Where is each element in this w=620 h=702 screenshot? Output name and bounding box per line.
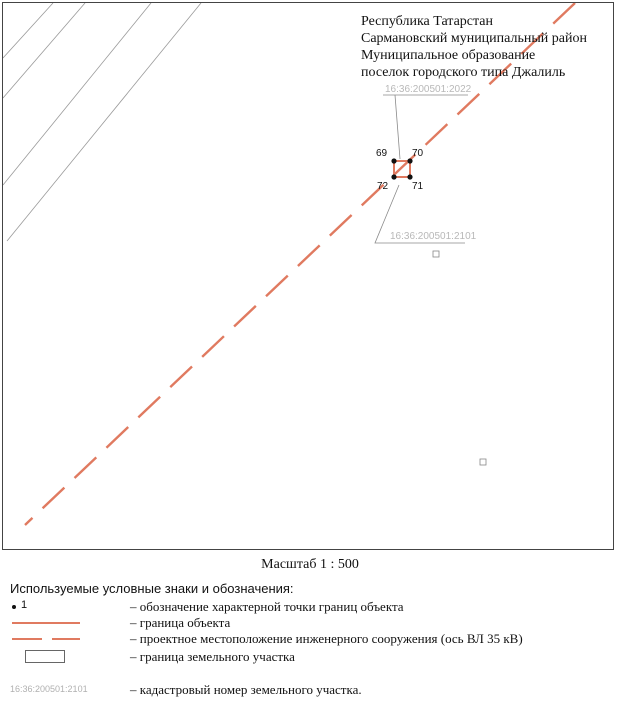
legend-item-object-boundary: [10, 615, 610, 631]
point-69-label: 69: [376, 148, 388, 159]
region-line-settlement: поселок городского типа Джалиль: [361, 65, 566, 80]
map-frame: [2, 2, 614, 550]
legend-item-land-parcel: [10, 650, 610, 666]
legend-item-power-line: [10, 631, 610, 647]
point-70-marker: [407, 158, 412, 163]
parcel-2022-boundary: [383, 95, 468, 159]
legend-desc-land-parcel: – граница земельного участка: [130, 649, 295, 664]
vl-35kv-axis: [25, 3, 575, 525]
point-71-marker: [407, 174, 412, 179]
legend-symbol-land-parcel: [10, 650, 85, 666]
region-caption: [361, 13, 587, 81]
legend-desc-cadastral-number: – кадастровый номер земельного участка.: [130, 682, 362, 697]
region-line-republic: Республика Татарстан: [361, 14, 494, 29]
legend-item-point: [10, 599, 610, 615]
solid-line-icon: [12, 622, 80, 624]
parcel-box-icon: [25, 650, 65, 663]
point-marker-icon: [12, 605, 16, 609]
road-edge-west: [3, 3, 151, 185]
point-72-marker: [391, 174, 396, 179]
region-line-municipality: Муниципальное образование: [361, 48, 536, 63]
legend-point-number: 1: [21, 599, 28, 611]
legend-desc-point: – обозначение характерной точки границ объекта: [130, 599, 404, 614]
legend-item-cadastral-number: [10, 682, 610, 698]
region-line-district: Сармановский муниципальный район: [361, 31, 587, 46]
point-71-label: 71: [412, 181, 424, 192]
legend-desc-object-boundary: – граница объекта: [130, 615, 231, 630]
point-72-label: 72: [377, 181, 389, 192]
cadastral-label-2101: 16:36:200501:2101: [390, 231, 477, 242]
legend-symbol-cadastral-number: [10, 682, 88, 698]
legend-title: Используемые условные знаки и обозначения:: [10, 581, 294, 596]
map-scale: Масштаб 1 : 500: [261, 557, 359, 572]
dashed-line-icon-segment: [52, 638, 80, 640]
parcel-outline-west-1: [3, 3, 53, 58]
legend-symbol-power-line: [10, 631, 85, 647]
cadastral-label-2022: 16:36:200501:2022: [385, 84, 472, 95]
dashed-line-icon: [12, 638, 42, 640]
map-canvas[interactable]: [3, 3, 614, 550]
legend-symbol-object-boundary: [10, 615, 85, 631]
parcel-outline-west-2: [3, 3, 85, 98]
legend-desc-power-line: – проектное местоположение инженерного сооружения (ось ВЛ 35 кВ): [130, 631, 523, 646]
point-69-marker: [391, 158, 396, 163]
survey-marker-1: [433, 251, 439, 257]
road-edge-east: [7, 3, 201, 241]
legend-symbol-point: [10, 599, 85, 615]
survey-marker-2: [480, 459, 486, 465]
point-70-label: 70: [412, 148, 424, 159]
legend-cadastral-sample: 16:36:200501:2101: [10, 684, 88, 694]
